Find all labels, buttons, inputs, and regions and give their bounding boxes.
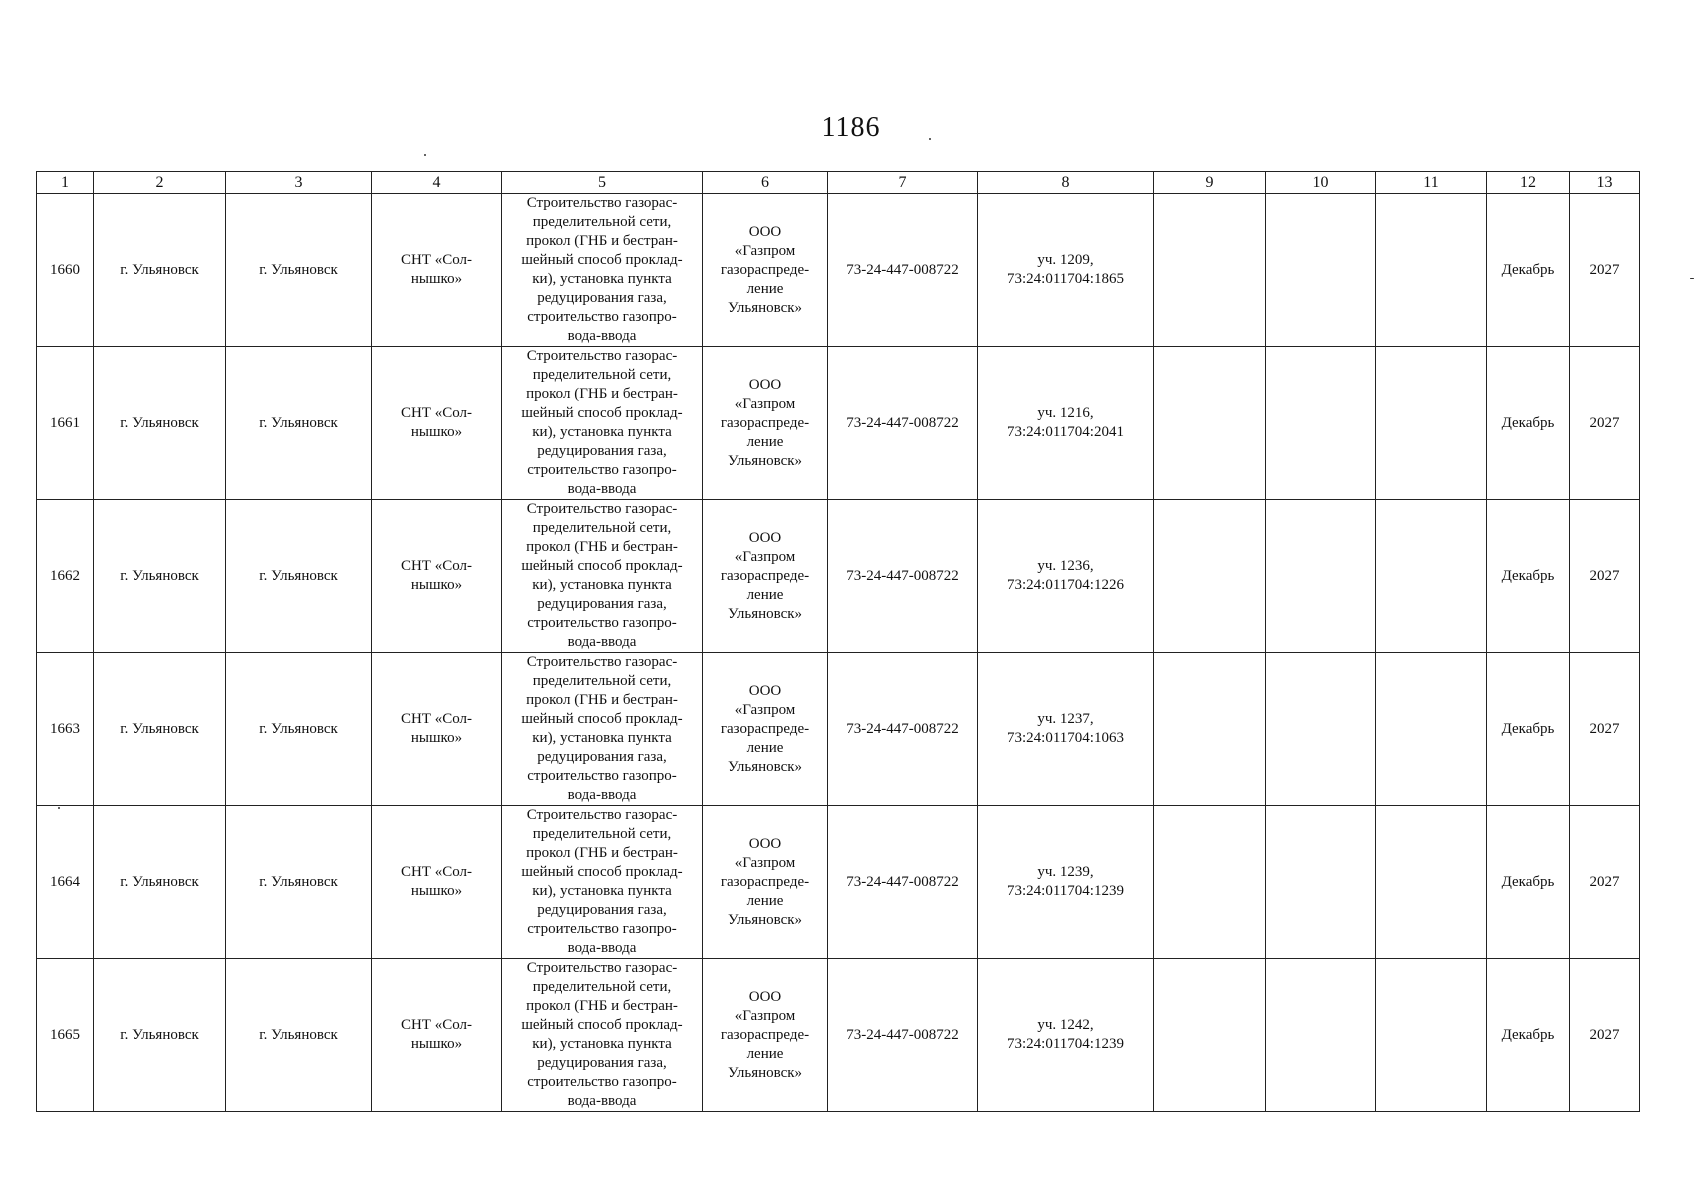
work-description-cell-line: редуцирования газа,: [537, 1055, 667, 1071]
locality-cell: г. Ульяновск: [226, 653, 372, 806]
plot-cell-line: 73:24:011704:1865: [1007, 271, 1124, 287]
column-number-cell: 3: [226, 172, 372, 194]
snt-cell-line: СНТ «Сол-: [400, 711, 473, 727]
registry-code-cell: 73-24-447-008722: [828, 653, 978, 806]
organization-cell-line: газораспреде-: [720, 261, 810, 278]
district-cell: г. Ульяновск: [94, 194, 226, 347]
column-9-cell: [1154, 194, 1266, 347]
row-number-cell: 1663: [37, 653, 94, 806]
organization-cell: [703, 194, 828, 347]
organization-cell-line: «Газпром: [734, 395, 796, 412]
work-description-cell-line: пределительной сети,: [532, 520, 672, 536]
organization-cell-line: ление: [746, 280, 784, 297]
work-description-cell-line: шейный способ проклад-: [521, 558, 683, 574]
work-description-cell-line: Строительство газорас-: [526, 960, 678, 976]
work-description-cell-line: редуцирования газа,: [537, 290, 667, 306]
plot-cell-line: уч. 1209,: [1037, 252, 1094, 268]
work-description-cell-line: Строительство газорас-: [526, 348, 678, 364]
snt-cell-line: нышко»: [410, 730, 463, 746]
plot-cell-line: 73:24:011704:1239: [1007, 883, 1124, 899]
organization-cell-line: ООО: [748, 988, 782, 1005]
locality-cell: г. Ульяновск: [226, 959, 372, 1112]
work-description-cell-line: Строительство газорас-: [526, 807, 678, 823]
snt-cell: [372, 500, 502, 653]
work-description-cell-line: строительство газопро-: [527, 1074, 677, 1090]
snt-cell-line: СНТ «Сол-: [400, 252, 473, 268]
work-description-cell-line: пределительной сети,: [532, 826, 672, 842]
organization-cell-line: «Газпром: [734, 1007, 796, 1024]
work-description-cell: [502, 959, 703, 1112]
column-10-cell: [1266, 500, 1376, 653]
column-number-row: [37, 172, 1640, 194]
plot-cell-line: уч. 1242,: [1037, 1017, 1094, 1033]
work-description-cell-line: прокол (ГНБ и бестран-: [526, 692, 678, 708]
work-description-cell-line: пределительной сети,: [532, 979, 672, 995]
column-number-cell: 12: [1487, 172, 1570, 194]
snt-cell-line: нышко»: [410, 577, 463, 593]
work-description-cell-line: вода-ввода: [567, 940, 637, 956]
work-description-cell-line: вода-ввода: [567, 1093, 637, 1109]
snt-cell-line: нышко»: [410, 1036, 463, 1052]
work-description-cell-line: пределительной сети,: [532, 367, 672, 383]
table-row: [37, 653, 1640, 806]
organization-cell-line: газораспреде-: [720, 873, 810, 890]
work-description-cell: [502, 194, 703, 347]
snt-cell-line: СНТ «Сол-: [400, 405, 473, 421]
scan-speck: [1690, 278, 1694, 279]
registry-code-cell: 73-24-447-008722: [828, 500, 978, 653]
work-description-cell-line: редуцирования газа,: [537, 902, 667, 918]
work-description-cell-line: прокол (ГНБ и бестран-: [526, 998, 678, 1014]
scan-speck: [424, 154, 426, 156]
scan-speck: [929, 138, 931, 140]
organization-cell-line: Ульяновск»: [727, 1064, 803, 1081]
locality-cell: г. Ульяновск: [226, 194, 372, 347]
work-description-cell-line: строительство газопро-: [527, 462, 677, 478]
work-description-cell-line: редуцирования газа,: [537, 596, 667, 612]
work-description-cell-line: шейный способ проклад-: [521, 1017, 683, 1033]
column-11-cell: [1376, 194, 1487, 347]
column-9-cell: [1154, 347, 1266, 500]
work-description-cell-line: строительство газопро-: [527, 309, 677, 325]
column-number-cell: 11: [1376, 172, 1487, 194]
column-11-cell: [1376, 806, 1487, 959]
organization-cell-line: «Газпром: [734, 548, 796, 565]
plot-cell: [978, 959, 1154, 1112]
organization-cell-line: ООО: [748, 376, 782, 393]
snt-cell: [372, 653, 502, 806]
table-row: [37, 959, 1640, 1112]
work-description-cell-line: ки), установка пункта: [532, 883, 672, 899]
column-number-cell: 2: [94, 172, 226, 194]
column-9-cell: [1154, 500, 1266, 653]
column-number-cell: 5: [502, 172, 703, 194]
organization-cell-line: «Газпром: [734, 854, 796, 871]
column-10-cell: [1266, 347, 1376, 500]
column-9-cell: [1154, 806, 1266, 959]
district-cell: г. Ульяновск: [94, 347, 226, 500]
work-description-cell-line: ки), установка пункта: [532, 424, 672, 440]
year-cell: 2027: [1570, 500, 1640, 653]
plot-cell: [978, 194, 1154, 347]
work-description-cell-line: пределительной сети,: [532, 673, 672, 689]
work-description-cell: [502, 806, 703, 959]
work-description-cell-line: вода-ввода: [567, 328, 637, 344]
row-number-cell: 1662: [37, 500, 94, 653]
organization-cell-line: газораспреде-: [720, 1026, 810, 1043]
column-10-cell: [1266, 194, 1376, 347]
organization-cell-line: ление: [746, 1045, 784, 1062]
column-10-cell: [1266, 653, 1376, 806]
year-cell: 2027: [1570, 347, 1640, 500]
work-description-cell: [502, 347, 703, 500]
column-11-cell: [1376, 959, 1487, 1112]
work-description-cell-line: строительство газопро-: [527, 768, 677, 784]
plot-cell: [978, 653, 1154, 806]
work-description-cell: [502, 653, 703, 806]
column-9-cell: [1154, 959, 1266, 1112]
work-description-cell-line: прокол (ГНБ и бестран-: [526, 386, 678, 402]
organization-cell-line: ление: [746, 586, 784, 603]
column-number-cell: 10: [1266, 172, 1376, 194]
work-description-cell: [502, 500, 703, 653]
organization-cell-line: Ульяновск»: [727, 452, 803, 469]
organization-cell-line: ООО: [748, 682, 782, 699]
plot-cell: [978, 500, 1154, 653]
work-description-cell-line: редуцирования газа,: [537, 443, 667, 459]
row-number-cell: 1664: [37, 806, 94, 959]
snt-cell: [372, 347, 502, 500]
work-description-cell-line: Строительство газорас-: [526, 195, 678, 211]
organization-cell-line: ление: [746, 892, 784, 909]
month-cell: Декабрь: [1487, 959, 1570, 1112]
column-number-cell: 1: [37, 172, 94, 194]
row-number-cell: 1660: [37, 194, 94, 347]
column-number-cell: 7: [828, 172, 978, 194]
work-description-cell-line: строительство газопро-: [527, 921, 677, 937]
work-description-cell-line: прокол (ГНБ и бестран-: [526, 539, 678, 555]
snt-cell-line: СНТ «Сол-: [400, 558, 473, 574]
column-11-cell: [1376, 653, 1487, 806]
organization-cell-line: ление: [746, 739, 784, 756]
organization-cell-line: Ульяновск»: [727, 605, 803, 622]
organization-cell-line: ООО: [748, 223, 782, 240]
work-description-cell-line: шейный способ проклад-: [521, 864, 683, 880]
work-description-cell-line: шейный способ проклад-: [521, 711, 683, 727]
table-row: [37, 500, 1640, 653]
plot-cell-line: уч. 1239,: [1037, 864, 1094, 880]
month-cell: Декабрь: [1487, 806, 1570, 959]
column-11-cell: [1376, 347, 1487, 500]
plot-cell-line: 73:24:011704:2041: [1007, 424, 1124, 440]
locality-cell: г. Ульяновск: [226, 806, 372, 959]
work-description-cell-line: пределительной сети,: [532, 214, 672, 230]
work-description-cell-line: ки), установка пункта: [532, 271, 672, 287]
work-description-cell-line: Строительство газорас-: [526, 501, 678, 517]
year-cell: 2027: [1570, 653, 1640, 806]
work-description-cell-line: прокол (ГНБ и бестран-: [526, 233, 678, 249]
column-number-cell: 8: [978, 172, 1154, 194]
column-number-cell: 6: [703, 172, 828, 194]
organization-cell-line: ООО: [748, 529, 782, 546]
locality-cell: г. Ульяновск: [226, 347, 372, 500]
registry-code-cell: 73-24-447-008722: [828, 347, 978, 500]
district-cell: г. Ульяновск: [94, 500, 226, 653]
work-description-cell-line: вода-ввода: [567, 634, 637, 650]
snt-cell: [372, 959, 502, 1112]
organization-cell: [703, 653, 828, 806]
page-number: 1186: [821, 112, 881, 143]
column-10-cell: [1266, 959, 1376, 1112]
work-description-cell-line: прокол (ГНБ и бестран-: [526, 845, 678, 861]
organization-cell-line: «Газпром: [734, 701, 796, 718]
organization-cell: [703, 347, 828, 500]
month-cell: Декабрь: [1487, 194, 1570, 347]
work-description-cell-line: ки), установка пункта: [532, 730, 672, 746]
snt-cell-line: нышко»: [410, 271, 463, 287]
organization-cell-line: газораспреде-: [720, 720, 810, 737]
organization-cell-line: ООО: [748, 835, 782, 852]
year-cell: 2027: [1570, 194, 1640, 347]
organization-cell: [703, 959, 828, 1112]
year-cell: 2027: [1570, 806, 1640, 959]
snt-cell-line: СНТ «Сол-: [400, 1017, 473, 1033]
work-description-cell-line: редуцирования газа,: [537, 749, 667, 765]
snt-cell-line: нышко»: [410, 424, 463, 440]
work-description-cell-line: вода-ввода: [567, 481, 637, 497]
table-row: [37, 194, 1640, 347]
organization-cell-line: Ульяновск»: [727, 911, 803, 928]
column-number-cell: 9: [1154, 172, 1266, 194]
plot-cell-line: 73:24:011704:1226: [1007, 577, 1124, 593]
organization-cell-line: газораспреде-: [720, 414, 810, 431]
organization-cell: [703, 500, 828, 653]
row-number-cell: 1665: [37, 959, 94, 1112]
registry-code-cell: 73-24-447-008722: [828, 806, 978, 959]
district-cell: г. Ульяновск: [94, 653, 226, 806]
plot-cell-line: уч. 1236,: [1037, 558, 1094, 574]
snt-cell: [372, 806, 502, 959]
year-cell: 2027: [1570, 959, 1640, 1112]
column-number-cell: 13: [1570, 172, 1640, 194]
column-9-cell: [1154, 653, 1266, 806]
snt-cell: [372, 194, 502, 347]
work-description-cell-line: вода-ввода: [567, 787, 637, 803]
organization-cell-line: «Газпром: [734, 242, 796, 259]
month-cell: Декабрь: [1487, 347, 1570, 500]
district-cell: г. Ульяновск: [94, 959, 226, 1112]
work-description-cell-line: строительство газопро-: [527, 615, 677, 631]
plot-cell: [978, 806, 1154, 959]
organization-cell-line: Ульяновск»: [727, 758, 803, 775]
column-11-cell: [1376, 500, 1487, 653]
month-cell: Декабрь: [1487, 653, 1570, 806]
registry-code-cell: 73-24-447-008722: [828, 194, 978, 347]
locality-cell: г. Ульяновск: [226, 500, 372, 653]
table-row: [37, 347, 1640, 500]
plot-cell-line: уч. 1237,: [1037, 711, 1094, 727]
registry-code-cell: 73-24-447-008722: [828, 959, 978, 1112]
table-body: [37, 172, 1640, 1112]
work-description-cell-line: шейный способ проклад-: [521, 405, 683, 421]
row-number-cell: 1661: [37, 347, 94, 500]
work-description-cell-line: ки), установка пункта: [532, 1036, 672, 1052]
organization-cell-line: газораспреде-: [720, 567, 810, 584]
column-10-cell: [1266, 806, 1376, 959]
work-description-cell-line: ки), установка пункта: [532, 577, 672, 593]
registry-table: [36, 171, 1640, 1112]
plot-cell-line: 73:24:011704:1063: [1007, 730, 1124, 746]
month-cell: Декабрь: [1487, 500, 1570, 653]
work-description-cell-line: Строительство газорас-: [526, 654, 678, 670]
organization-cell-line: Ульяновск»: [727, 299, 803, 316]
organization-cell-line: ление: [746, 433, 784, 450]
district-cell: г. Ульяновск: [94, 806, 226, 959]
snt-cell-line: нышко»: [410, 883, 463, 899]
work-description-cell-line: шейный способ проклад-: [521, 252, 683, 268]
column-number-cell: 4: [372, 172, 502, 194]
table-row: [37, 806, 1640, 959]
plot-cell: [978, 347, 1154, 500]
plot-cell-line: уч. 1216,: [1037, 405, 1094, 421]
snt-cell-line: СНТ «Сол-: [400, 864, 473, 880]
plot-cell-line: 73:24:011704:1239: [1007, 1036, 1124, 1052]
organization-cell: [703, 806, 828, 959]
